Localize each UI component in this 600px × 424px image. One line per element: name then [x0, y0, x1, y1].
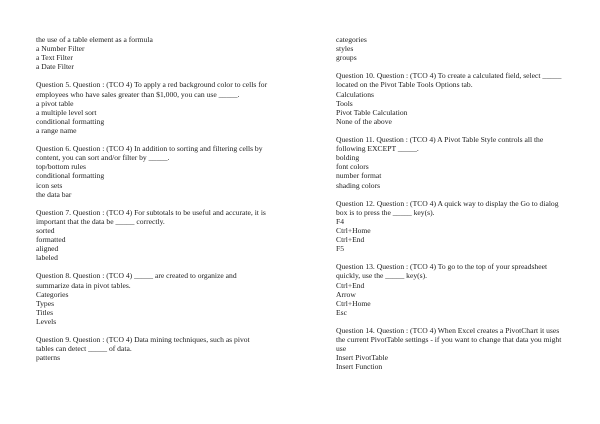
block-spacer: [36, 262, 268, 271]
question-text: Question 8. Question : (TCO 4) _____ are created to organize and summarize data in pivot tables.: [36, 271, 237, 290]
block-spacer: [36, 326, 268, 335]
answer-option: patterns: [36, 353, 61, 363]
block-spacer: [336, 62, 568, 71]
answer-option: groups: [336, 53, 357, 63]
answer-option: icon sets: [36, 180, 63, 190]
answer-option: Tools: [336, 98, 353, 108]
question-block: [36, 271, 268, 326]
answer-option: styles: [336, 44, 354, 54]
answer-option: a pivot table: [36, 98, 74, 108]
question-text: Question 14. Question : (TCO 4) When Excel creates a PivotChart it uses the current PivotTable settings - if you want to change that data you might use: [336, 326, 562, 354]
answer-option: Titles: [36, 307, 54, 317]
answer-option: a Date Filter: [36, 62, 74, 72]
answer-option: conditional formatting: [36, 171, 105, 181]
question-text: Question 6. Question : (TCO 4) In addition to sorting and filtering cells by content, you can sort and/or filter by _____.: [36, 144, 263, 163]
block-spacer: [36, 199, 268, 208]
question-block: [36, 208, 268, 263]
answer-option: formatted: [36, 235, 66, 245]
answer-option: a range name: [36, 125, 77, 135]
answer-option: a multiple level sort: [36, 107, 97, 117]
answer-option: Types: [36, 298, 55, 308]
answer-option: Insert PivotTable: [336, 353, 388, 363]
question-block: [336, 262, 568, 317]
block-spacer: [336, 126, 568, 135]
answer-option: Insert Function: [336, 362, 383, 372]
question-block: [336, 71, 568, 126]
question-block: [336, 135, 568, 190]
question-block: [36, 144, 268, 199]
answer-option: Categories: [36, 289, 69, 299]
question-text: Question 11. Question : (TCO 4) A Pivot Table Style controls all the following EXCEPT _____.: [336, 135, 544, 154]
continued-options: [336, 35, 568, 62]
continued-options: [36, 35, 268, 71]
question-text: Question 7. Question : (TCO 4) For subtotals to be useful and accurate, it is important that the data be _____ correctly.: [36, 207, 266, 226]
question-block: [36, 80, 268, 135]
answer-option: F4: [336, 216, 345, 226]
question-block: [336, 326, 568, 371]
answer-option: categories: [336, 35, 367, 44]
answer-option: Ctrl+End: [336, 280, 365, 290]
answer-option: conditional formatting: [36, 116, 105, 126]
answer-option: the data bar: [36, 189, 72, 199]
answer-option: Esc: [336, 307, 347, 317]
answer-option: Calculations: [336, 89, 374, 99]
answer-option: shading colors: [336, 180, 381, 190]
answer-option: F5: [336, 244, 345, 254]
block-spacer: [36, 71, 268, 80]
answer-option: Ctrl+Home: [336, 225, 371, 235]
answer-option: top/bottom rules: [36, 162, 86, 172]
answer-option: font colors: [336, 162, 369, 172]
answer-option: aligned: [36, 244, 59, 254]
question-block: [336, 199, 568, 254]
block-spacer: [36, 135, 268, 144]
answer-option: sorted: [36, 225, 55, 235]
answer-option: None of the above: [336, 116, 392, 126]
question-text: Question 12. Question : (TCO 4) A quick way to display the Go to dialog box is to press the _____ key(s).: [336, 198, 559, 217]
answer-option: Pivot Table Calculation: [336, 107, 408, 117]
answer-option: labeled: [36, 253, 58, 263]
answer-option: a Text Filter: [36, 53, 73, 63]
answer-option: Levels: [36, 316, 57, 326]
right-column: [336, 35, 568, 371]
block-spacer: [336, 190, 568, 199]
answer-option: the use of a table element as a formula: [36, 35, 153, 44]
answer-option: Ctrl+End: [336, 235, 365, 245]
question-text: Question 9. Question : (TCO 4) Data mining techniques, such as pivot tables can detect _____ of data.: [36, 335, 250, 354]
question-text: Question 10. Question : (TCO 4) To create a calculated field, select _____ located on the Pivot Table Tools Options tab.: [336, 71, 562, 90]
question-block: [36, 335, 268, 362]
answer-option: number format: [336, 171, 382, 181]
block-spacer: [336, 253, 568, 262]
answer-option: bolding: [336, 153, 360, 163]
question-text: Question 5. Question : (TCO 4) To apply a red background color to cells for employees who have sales greater than $1,000, you can use _____.: [36, 80, 268, 99]
left-column: [36, 35, 268, 362]
answer-option: Ctrl+Home: [336, 298, 371, 308]
question-text: Question 13. Question : (TCO 4) To go to the top of your spreadsheet quickly, use the _____ key(s).: [336, 262, 548, 281]
block-spacer: [336, 317, 568, 326]
answer-option: Arrow: [336, 289, 356, 299]
answer-option: a Number Filter: [36, 44, 85, 54]
